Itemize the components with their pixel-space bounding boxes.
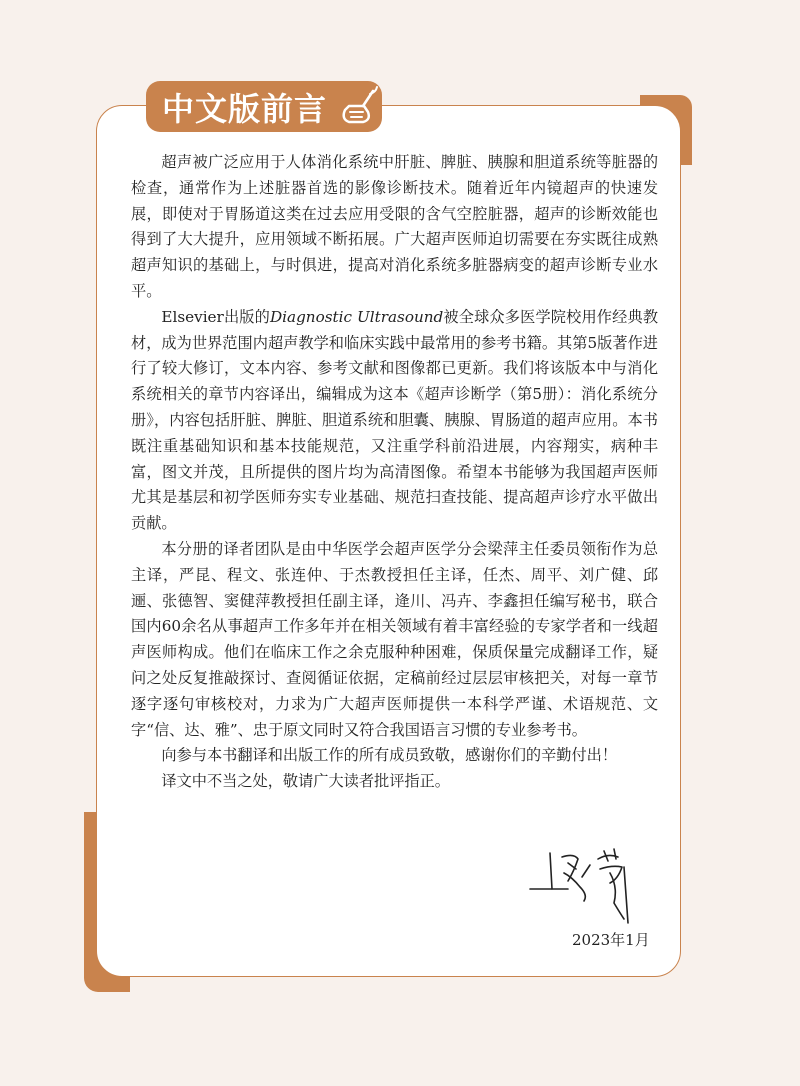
- page-title: 中文版前言: [162, 89, 328, 128]
- paragraph-1: 超声被广泛应用于人体消化系统中肝脏、脾脏、胰腺和胆道系统等脏器的检查，通常作为上述脏器首选的影像诊断技术。随着近年内镜超声的快速发展，即使对于胃肠道这类在过去应用受限的含气空腔脏器，超声的诊断效能也得到了大大提升，应用领域不断拓展。广大超声医师迫切需要在夯实既往成熟超声知识的基础上，与时俱进，提高对消化系统多脏器病变的超声诊断专业水平。: [131, 153, 658, 300]
- handwritten-signature: [528, 843, 648, 929]
- publisher-text: Elsevier出版的: [161, 307, 270, 326]
- paragraph-2: [131, 305, 658, 537]
- preface-body: [131, 150, 658, 795]
- book-title: Diagnostic Ultrasound: [269, 307, 444, 326]
- paragraph-3: 本分册的译者团队是由中华医学会超声医学分会梁萍主任委员领衔作为总主译，严昆、程文、张连仲、于杰教授担任主译，任杰、周平、刘广健、邱逦、张德智、窦健萍教授担任副主译，逄川、冯卉、李鑫担任编写秘书，联合国内60余名从事超声工作多年并在相关领域有着丰富经验的专家学者和一线超声医师构成。他们在临床工作之余克服种种困难，保质保量完成翻译工作，疑问之处反复推敲探讨、查阅循证依据，定稿前经过层层审核把关，对每一章节逐字逐句审核校对，力求为广大超声医师提供一本科学严谨、术语规范、文字“信、达、雅”、忠于原文同时又符合我国语言习惯的专业参考书。: [131, 539, 658, 739]
- ultrasound-probe-icon: [336, 83, 382, 133]
- date: 2023年1月: [572, 931, 650, 949]
- paragraph-5: 译文中不当之处，敬请广大读者批评指正。: [161, 772, 450, 791]
- paragraph-4: 向参与本书翻译和出版工作的所有成员致敬，感谢你们的辛勤付出！: [161, 746, 618, 765]
- title-tab: [146, 81, 382, 132]
- paragraph-2-text: 被全球众多医学院校用作经典教材，成为世界范围内超声教学和临床实践中最常用的参考书籍。其第5版著作进行了较大修订，文本内容、参考文献和图像都已更新。我们将该版本中与消化系统相关的章节内容译出，编辑成为这本《超声诊断学（第5册）：消化系统分册》，内容包括肝脏、脾脏、胆道系统和胆囊、胰腺、胃肠道的超声应用。本书既注重基础知识和基本技能规范，又注重学科前沿进展，内容翔实，病种丰富，图文并茂，且所提供的图片均为高清图像。希望本书能够为我国超声医师尤其是基层和初学医师夯实专业基础、规范扫查技能、提高超声诊疗水平做出贡献。: [131, 307, 659, 533]
